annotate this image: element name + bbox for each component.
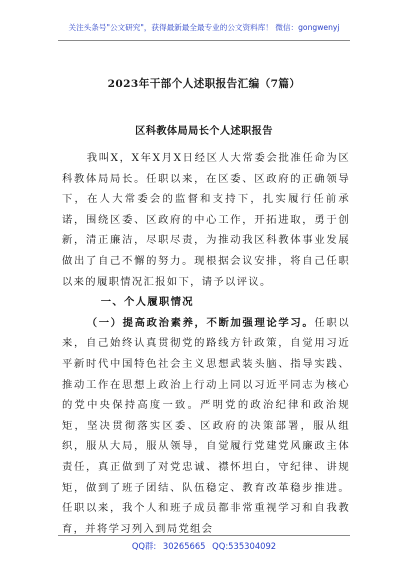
article-title: 区科教体局局长个人述职报告 [135, 125, 273, 137]
footer-divider [58, 535, 350, 536]
sub-paragraph [62, 313, 350, 540]
document-title: 2023年干部个人述职报告汇编（7篇） [107, 78, 301, 90]
sub-paragraph-text: 任职以来，自己始终认真贯彻党的路线方针政策，自觉用习近平新时代中国特色社会主义思想武装头脑、指导实践、推动工作在思想上政治上行动上同以习近平同志为核心的党中央保持高度一致。严明党的政治纪律和政治规矩，坚决贯彻落实区委、区政府的决策部署，服从组织，服从大局，服从领导，自觉履行党建党风廉政主体责任，真正做到了对党忠诚、襟怀坦白，守纪律、讲规矩，做到了班子团结、队伍稳定、教育改革稳步推进。任职以来，我个人和班子成员都非常重视学习和自我教育，并将学习列入到局党组会 [62, 316, 350, 535]
intro-paragraph: 我叫X，X年X月X日经区人大常委会批准任命为区科教体局局长。任职以来，在区委、区政府的正确领导下，在人大常委会的监督和支持下，扎实履行任前承诺，围绕区委、区政府的中心工作，开拓进取，勇于创新，清正廉洁，尽职尽责，为推动我区科教体事业发展做出了自己不懈的努力。现根据会议安排，将自己任职以来的履职情况汇报如下，请予以评议。 [62, 152, 350, 288]
sub-heading: （一）提高政治素养，不断加强理论学习。 [86, 316, 315, 329]
document-body [62, 148, 350, 539]
header-divider [58, 40, 350, 41]
section-heading: 一、个人履职情况 [100, 296, 194, 309]
header-notice: 关注头条号"公文研究"，获得最新最全最专业的公文资料库！ 微信：gongwenyj [68, 23, 340, 32]
footer-contact: QQ群: 30265665 QQ:535304092 [131, 541, 277, 551]
